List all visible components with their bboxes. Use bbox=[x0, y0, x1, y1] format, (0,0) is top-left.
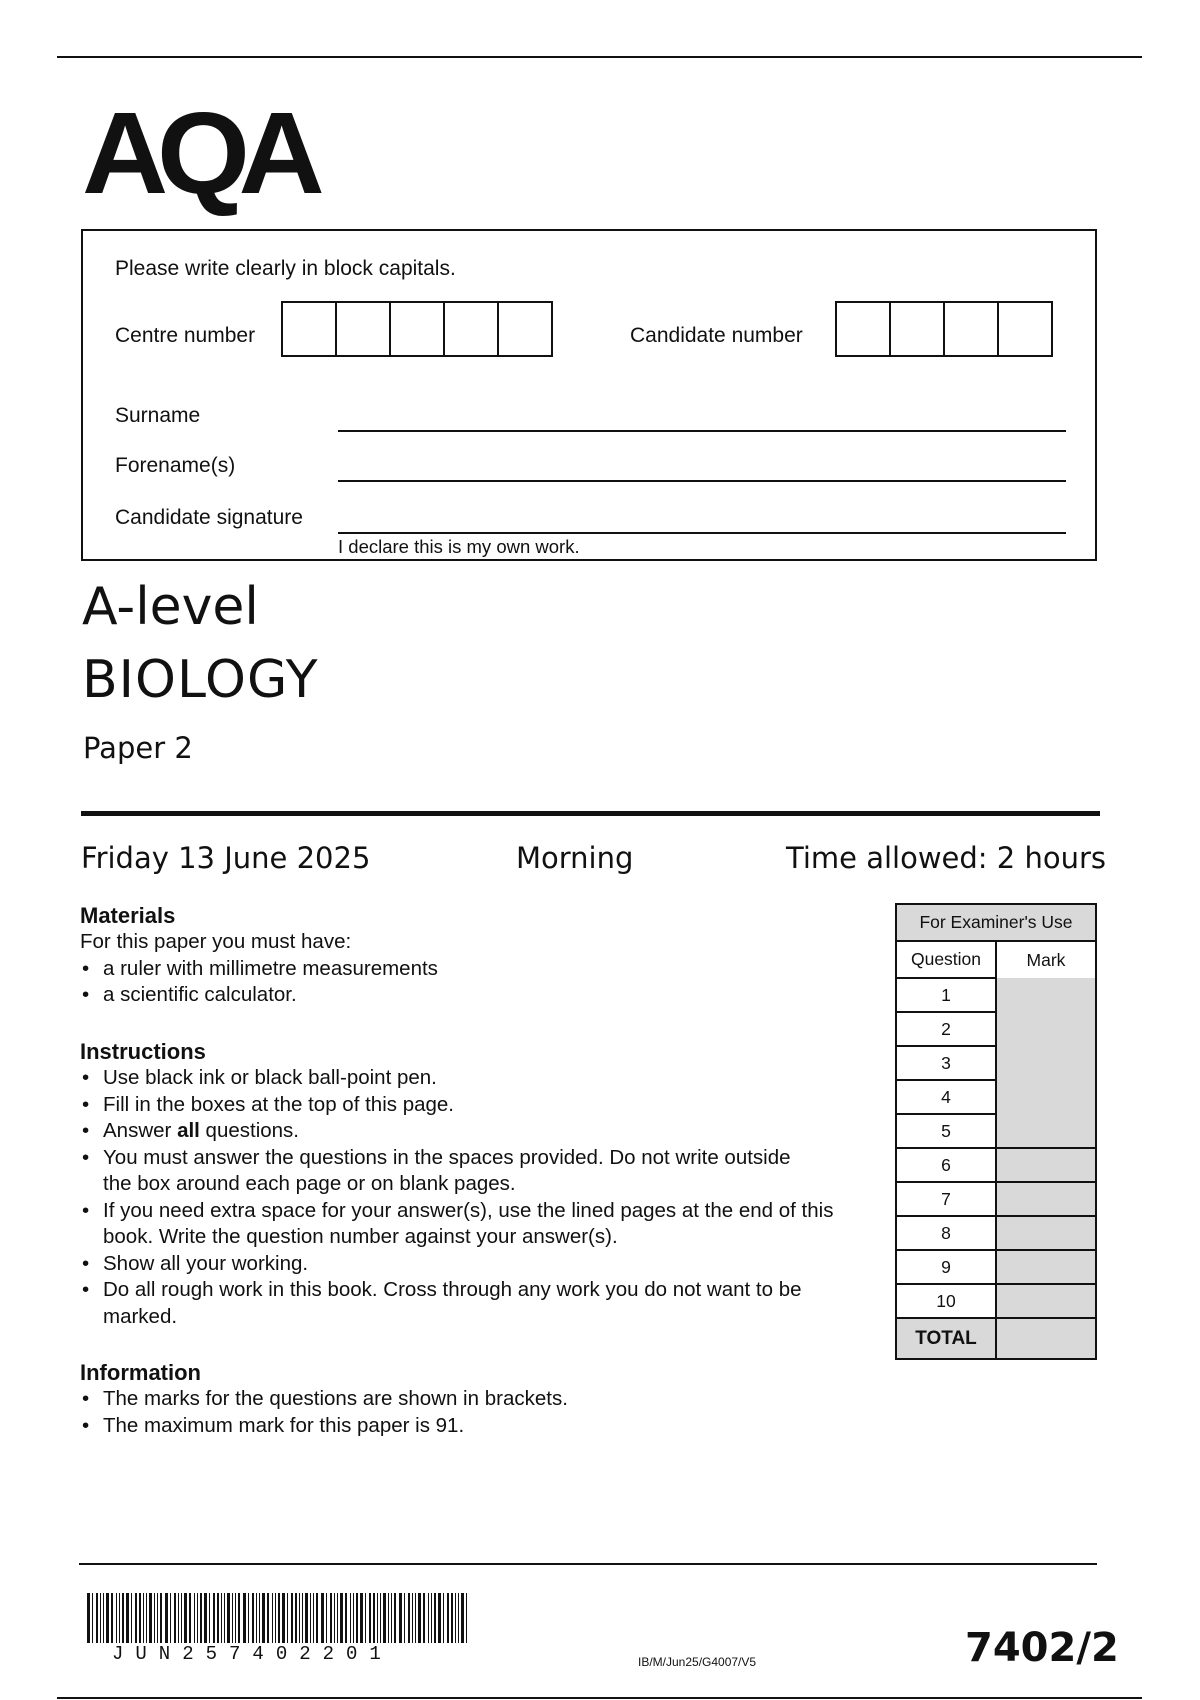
barcode-bar bbox=[428, 1593, 429, 1643]
barcode-bar bbox=[139, 1593, 141, 1643]
surname-label: Surname bbox=[115, 404, 201, 427]
barcode-bar bbox=[165, 1593, 168, 1643]
barcode-bar bbox=[170, 1593, 171, 1643]
centre-digit-box[interactable] bbox=[281, 301, 337, 357]
barcode-bar bbox=[282, 1593, 285, 1643]
question-number: 2 bbox=[896, 1012, 996, 1046]
centre-number-label: Centre number bbox=[115, 324, 256, 347]
barcode-bar bbox=[87, 1593, 90, 1643]
barcode-bar bbox=[100, 1593, 101, 1643]
instructions-heading: Instructions bbox=[80, 1039, 206, 1064]
barcode-bar bbox=[431, 1593, 432, 1643]
instructions-section bbox=[80, 1039, 870, 1330]
barcode-bar bbox=[321, 1593, 324, 1643]
barcode-bar bbox=[291, 1593, 293, 1643]
question-number: 5 bbox=[896, 1114, 996, 1148]
barcode-bar bbox=[122, 1593, 124, 1643]
barcode-bar bbox=[458, 1593, 459, 1643]
information-section bbox=[80, 1360, 880, 1439]
mark-cell bbox=[996, 1284, 1096, 1318]
instruction-item: • Show all your working. bbox=[80, 1251, 870, 1278]
barcode-bar bbox=[157, 1593, 158, 1643]
barcode-bar bbox=[209, 1593, 210, 1643]
instruction-item: • You must answer the questions in the spaces provided. Do not write outside the box around each page or on blank pages. bbox=[80, 1145, 870, 1198]
centre-digit-box[interactable] bbox=[443, 301, 499, 357]
barcode-bar bbox=[160, 1593, 162, 1643]
barcode-bar bbox=[259, 1593, 260, 1643]
instruction-item: • Use black ink or black ball-point pen. bbox=[80, 1065, 870, 1092]
barcode-bar bbox=[194, 1593, 195, 1643]
barcode-bar bbox=[423, 1593, 425, 1643]
barcode-bar bbox=[238, 1593, 240, 1643]
question-number: 3 bbox=[896, 1046, 996, 1080]
barcode-bar bbox=[373, 1593, 375, 1643]
barcode-bar bbox=[287, 1593, 288, 1643]
footer-rule bbox=[79, 1563, 1097, 1565]
instruction-item bbox=[80, 1118, 870, 1145]
instruction-text: questions. bbox=[199, 1119, 300, 1142]
barcode-bar bbox=[360, 1593, 363, 1643]
materials-item: • a scientific calculator. bbox=[80, 982, 880, 1009]
barcode-bar bbox=[388, 1593, 389, 1643]
instruction-emphasis: all bbox=[177, 1119, 200, 1142]
paper-code: 7402/2 bbox=[965, 1625, 1119, 1671]
barcode-bar bbox=[243, 1593, 246, 1643]
barcode-bar bbox=[262, 1593, 265, 1643]
barcode-bar bbox=[154, 1593, 155, 1643]
examiner-table-header: For Examiner's Use bbox=[896, 904, 1096, 941]
barcode-bar bbox=[391, 1593, 392, 1643]
mark-cell bbox=[996, 1250, 1096, 1284]
barcode-bar bbox=[116, 1593, 117, 1643]
question-column-header: Question bbox=[896, 941, 996, 978]
barcode-bar bbox=[275, 1593, 276, 1643]
barcode-bar bbox=[204, 1593, 207, 1643]
barcode-bar bbox=[461, 1593, 464, 1643]
mark-cell-merged bbox=[996, 978, 1096, 1148]
barcode-bar bbox=[408, 1593, 410, 1643]
barcode-bar bbox=[143, 1593, 144, 1643]
barcode-bar bbox=[455, 1593, 456, 1643]
barcode-bar bbox=[131, 1593, 132, 1643]
barcode-bar bbox=[135, 1593, 137, 1643]
barcode-bar bbox=[248, 1593, 249, 1643]
barcode-bar bbox=[313, 1593, 314, 1643]
document-reference: IB/M/Jun25/G4007/V5 bbox=[638, 1655, 757, 1669]
barcode-bar bbox=[111, 1593, 113, 1643]
top-rule bbox=[57, 56, 1142, 58]
mark-cell bbox=[996, 1216, 1096, 1250]
barcode-bar bbox=[316, 1593, 318, 1643]
examiner-use-table bbox=[895, 903, 1097, 1360]
question-number: 10 bbox=[896, 1284, 996, 1318]
barcode-bar bbox=[310, 1593, 311, 1643]
mark-column-header: Mark bbox=[996, 941, 1096, 978]
question-number: 1 bbox=[896, 978, 996, 1012]
barcode-bar bbox=[126, 1593, 129, 1643]
barcode-bar bbox=[119, 1593, 120, 1643]
information-heading: Information bbox=[80, 1360, 201, 1385]
total-label: TOTAL bbox=[896, 1318, 996, 1359]
candidate-number-label: Candidate number bbox=[630, 324, 803, 347]
barcode-bar bbox=[197, 1593, 198, 1643]
barcode-bar bbox=[350, 1593, 351, 1643]
barcode-bar bbox=[103, 1593, 104, 1643]
exam-session: Morning bbox=[516, 841, 634, 875]
information-item: • The marks for the questions are shown in brackets. bbox=[80, 1386, 880, 1413]
centre-digit-box[interactable] bbox=[335, 301, 391, 357]
barcode-bar bbox=[106, 1593, 109, 1643]
instruction-text: Answer bbox=[103, 1119, 178, 1142]
barcode-bar bbox=[438, 1593, 441, 1643]
barcode-bar bbox=[96, 1593, 98, 1643]
aqa-logo: AQA bbox=[82, 88, 314, 218]
paper-number: Paper 2 bbox=[83, 731, 193, 765]
declaration-text: I declare this is my own work. bbox=[338, 536, 580, 557]
barcode-bar bbox=[418, 1593, 421, 1643]
barcode-bar bbox=[353, 1593, 354, 1643]
mark-cell bbox=[996, 1148, 1096, 1182]
barcode-text: JUN257402201 bbox=[112, 1643, 393, 1665]
question-number: 7 bbox=[896, 1182, 996, 1216]
barcode-bar bbox=[305, 1593, 308, 1643]
barcode-bar bbox=[451, 1593, 453, 1643]
candidate-digit-box[interactable] bbox=[943, 301, 999, 357]
barcode-bar bbox=[295, 1593, 297, 1643]
barcode-bar bbox=[200, 1593, 202, 1643]
barcode-bar bbox=[224, 1593, 225, 1643]
information-item: • The maximum mark for this paper is 91. bbox=[80, 1413, 880, 1440]
question-number: 4 bbox=[896, 1080, 996, 1114]
barcode-bar bbox=[92, 1593, 93, 1643]
barcode-bar bbox=[178, 1593, 179, 1643]
question-number: 9 bbox=[896, 1250, 996, 1284]
barcode-bar bbox=[299, 1593, 300, 1643]
exam-date: Friday 13 June 2025 bbox=[81, 841, 371, 875]
qualification-level: A-level bbox=[82, 577, 259, 637]
barcode-bar bbox=[415, 1593, 416, 1643]
time-allowed: Time allowed: 2 hours bbox=[786, 841, 1106, 875]
question-number: 6 bbox=[896, 1148, 996, 1182]
total-mark-cell bbox=[996, 1318, 1096, 1359]
instruction-item: • Do all rough work in this book. Cross through any work you do not want to be marked. bbox=[80, 1277, 870, 1330]
signature-line[interactable] bbox=[338, 532, 1066, 534]
barcode-bar bbox=[466, 1593, 467, 1643]
barcode-bar bbox=[302, 1593, 303, 1643]
question-number: 8 bbox=[896, 1216, 996, 1250]
candidate-digit-box[interactable] bbox=[835, 301, 891, 357]
title-rule bbox=[81, 811, 1100, 816]
instruction-item: • If you need extra space for your answer(s), use the lined pages at the end of this book. Write the question number against your answer(s). bbox=[80, 1198, 870, 1251]
materials-intro: For this paper you must have: bbox=[80, 930, 352, 953]
centre-digit-box[interactable] bbox=[389, 301, 445, 357]
barcode-bar bbox=[404, 1593, 405, 1643]
materials-heading: Materials bbox=[80, 903, 176, 928]
barcode-bar bbox=[412, 1593, 413, 1643]
barcode-bar bbox=[213, 1593, 215, 1643]
barcode-bar bbox=[227, 1593, 230, 1643]
forename-label: Forename(s) bbox=[115, 454, 236, 477]
barcode-bar bbox=[181, 1593, 182, 1643]
candidate-digit-box[interactable] bbox=[889, 301, 945, 357]
candidate-digit-box[interactable] bbox=[997, 301, 1053, 357]
barcode-bar bbox=[443, 1593, 444, 1643]
centre-digit-box[interactable] bbox=[497, 301, 553, 357]
materials-section bbox=[80, 903, 880, 1009]
barcode-bar bbox=[434, 1593, 436, 1643]
barcode-bar bbox=[149, 1593, 152, 1643]
barcode-bar bbox=[184, 1593, 187, 1643]
barcode-bar bbox=[383, 1593, 386, 1643]
barcode bbox=[87, 1593, 473, 1643]
barcode-bar bbox=[337, 1593, 338, 1643]
barcode-bar bbox=[399, 1593, 402, 1643]
barcode-bar bbox=[340, 1593, 343, 1643]
barcode-bar bbox=[221, 1593, 222, 1643]
barcode-bar bbox=[365, 1593, 366, 1643]
candidate-details-box bbox=[81, 229, 1097, 561]
bottom-rule bbox=[57, 1697, 1142, 1699]
candidate-number-boxes[interactable] bbox=[837, 301, 1053, 357]
instruction-item: • Fill in the boxes at the top of this page. bbox=[80, 1092, 870, 1119]
barcode-bar bbox=[252, 1593, 254, 1643]
barcode-bar bbox=[334, 1593, 335, 1643]
barcode-bar bbox=[235, 1593, 236, 1643]
signature-label: Candidate signature bbox=[115, 506, 303, 529]
barcode-bar bbox=[174, 1593, 176, 1643]
barcode-bar bbox=[356, 1593, 358, 1643]
barcode-bar bbox=[278, 1593, 280, 1643]
mark-cell bbox=[996, 1182, 1096, 1216]
barcode-bar bbox=[394, 1593, 396, 1643]
barcode-bar bbox=[272, 1593, 273, 1643]
materials-item: • a ruler with millimetre measurements bbox=[80, 956, 880, 983]
surname-line[interactable] bbox=[338, 430, 1066, 432]
barcode-bar bbox=[217, 1593, 219, 1643]
forename-line[interactable] bbox=[338, 480, 1066, 482]
centre-number-boxes[interactable] bbox=[283, 301, 553, 357]
barcode-bar bbox=[326, 1593, 327, 1643]
barcode-bar bbox=[330, 1593, 332, 1643]
barcode-bar bbox=[232, 1593, 233, 1643]
barcode-bar bbox=[189, 1593, 191, 1643]
block-capitals-instruction: Please write clearly in block capitals. bbox=[115, 257, 456, 280]
barcode-bar bbox=[369, 1593, 371, 1643]
barcode-bar bbox=[267, 1593, 269, 1643]
barcode-bar bbox=[380, 1593, 381, 1643]
subject-title: BIOLOGY bbox=[82, 650, 319, 710]
barcode-bar bbox=[377, 1593, 378, 1643]
barcode-bar bbox=[345, 1593, 347, 1643]
barcode-bar bbox=[256, 1593, 257, 1643]
barcode-bar bbox=[146, 1593, 147, 1643]
barcode-bar bbox=[447, 1593, 449, 1643]
